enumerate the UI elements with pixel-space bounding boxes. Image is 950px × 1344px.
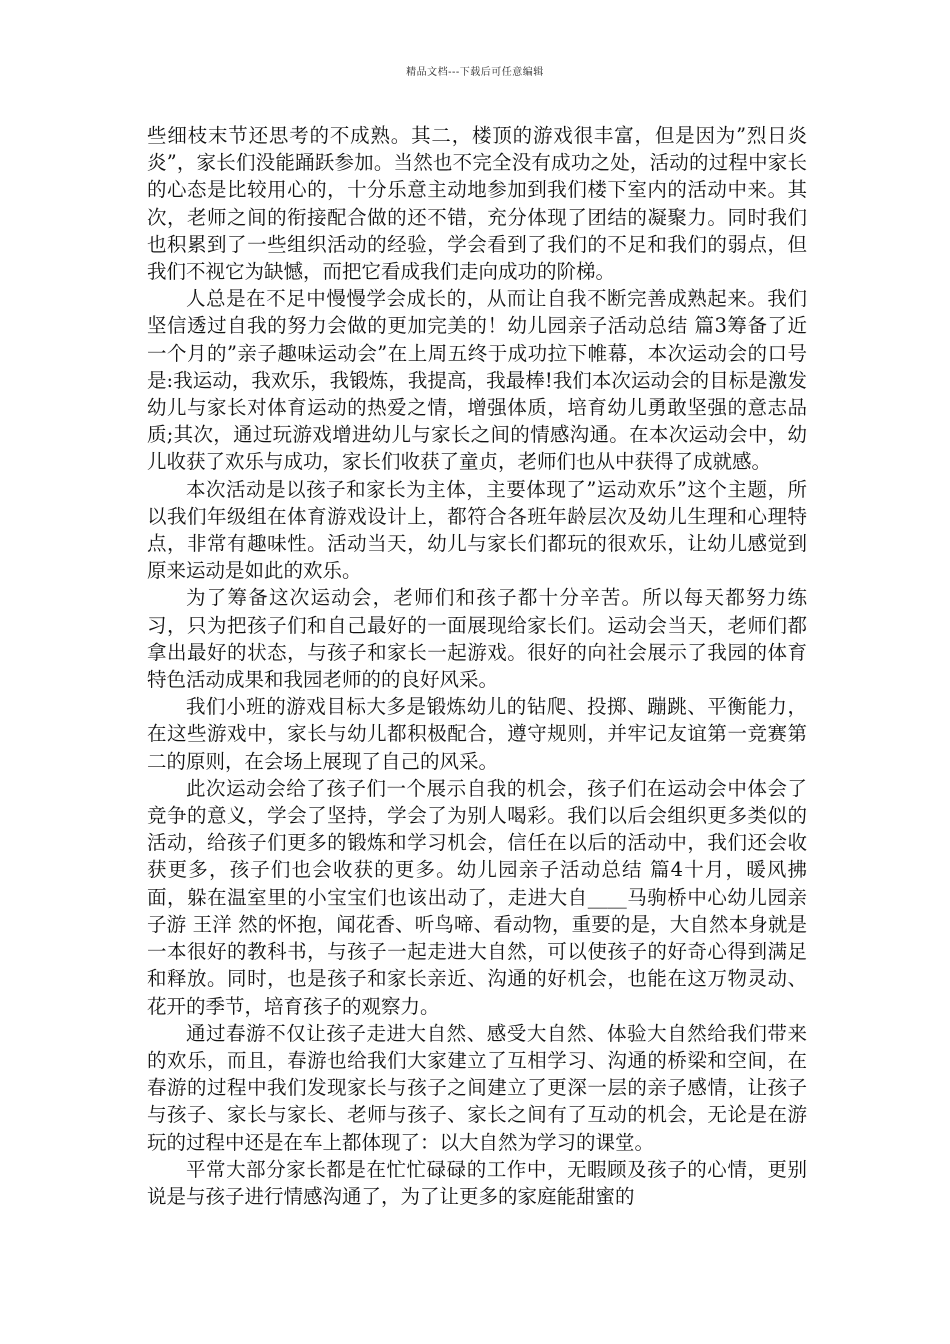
paragraph: 为了筹备这次运动会，老师们和孩子都十分辛苦。所以每天都努力练习，只为把孩子们和自己最好的一面展现给家长们。运动会当天，老师们都拿出最好的状态，与孩子和家长一起游戏。很好的向社会展示了我园的体育特色活动成果和我园老师的的良好风采。 — [147, 586, 807, 692]
paragraph: 我们小班的游戏目标大多是锻炼幼儿的钻爬、投掷、蹦跳、平衡能力，在这些游戏中，家长与幼儿都积极配合，遵守规则，并牢记友谊第一竞赛第二的原则，在会场上展现了自己的风采。 — [147, 695, 807, 773]
page-header: 精品文档---下载后可任意编辑 — [406, 67, 544, 78]
paragraph: 此次运动会给了孩子们一个展示自我的机会，孩子们在运动会中体会了竞争的意义，学会了坚持，学会了为别人喝彩。我们以后会组织更多类似的活动，给孩子们更多的锻炼和学习机会，信任在以后的活动中，我们还会收获更多，孩子们也会收获的更多。幼儿园亲子活动总结 篇4十月，暖风拂面，躲在温室里的小宝宝们也该出动了，走进大自____马驹桥中心幼儿园亲子游 王洋 然的怀抱，闻花香、听鸟啼、看动物，重要的是，大自然本身就是一本很好的教科书，与孩子一起走进大自然，可以使孩子的好奇心得到满足和释放。同时，也是孩子和家长亲近、沟通的好机会，也能在这万物灵动、花开的季节，培育孩子的观察力。 — [147, 776, 807, 1018]
paragraph: 平常大部分家长都是在忙忙碌碌的工作中，无暇顾及孩子的心情，更别说是与孩子进行情感沟通了，为了让更多的家庭能甜蜜的 — [147, 1157, 807, 1208]
paragraph: 本次活动是以孩子和家长为主体，主要体现了”运动欢乐”这个主题，所以我们年级组在体育游戏设计上，都符合各班年龄层次及幼儿生理和心理特点，非常有趣味性。活动当天，幼儿与家长们都玩的很欢乐，让幼儿感觉到原来运动是如此的欢乐。 — [147, 477, 807, 583]
paragraph: 些细枝末节还思考的不成熟。其二，楼顶的游戏很丰富，但是因为”烈日炎炎”，家长们没能踊跃参加。当然也不完全没有成功之处，活动的过程中家长的心态是比较用心的，十分乐意主动地参加到我们楼下室内的活动中来。其次，老师之间的衔接配合做的还不错，充分体现了团结的凝聚力。同时我们也积累到了一些组织活动的经验，学会看到了我们的不足和我们的弱点，但我们不视它为缺憾，而把它看成我们走向成功的阶梯。 — [147, 124, 807, 284]
paragraph: 人总是在不足中慢慢学会成长的，从而让自我不断完善成熟起来。我们坚信透过自我的努力会做的更加完美的！幼儿园亲子活动总结 篇3筹备了近一个月的”亲子趣味运动会”在上周五终于成功拉下帷幕，本次运动会的口号是:我运动，我欢乐，我锻炼，我提高，我最棒!我们本次运动会的目标是激发幼儿与家长对体育运动的热爱之情，增强体质，培育幼儿勇敢坚强的意志品质;其次，通过玩游戏增进幼儿与家长之间的情感沟通。在本次运动会中，幼儿收获了欢乐与成功，家长们收获了童贞，老师们也从中获得了成就感。 — [147, 287, 807, 474]
paragraph: 通过春游不仅让孩子走进大自然、感受大自然、体验大自然给我们带来的欢乐，而且，春游也给我们大家建立了互相学习、沟通的桥梁和空间，在春游的过程中我们发现家长与孩子之间建立了更深一层的亲子感情，让孩子与孩子、家长与家长、老师与孩子、家长之间有了互动的机会，无论是在游玩的过程中还是在车上都体现了：以大自然为学习的课堂。 — [147, 1021, 807, 1154]
document-body — [147, 122, 807, 1210]
